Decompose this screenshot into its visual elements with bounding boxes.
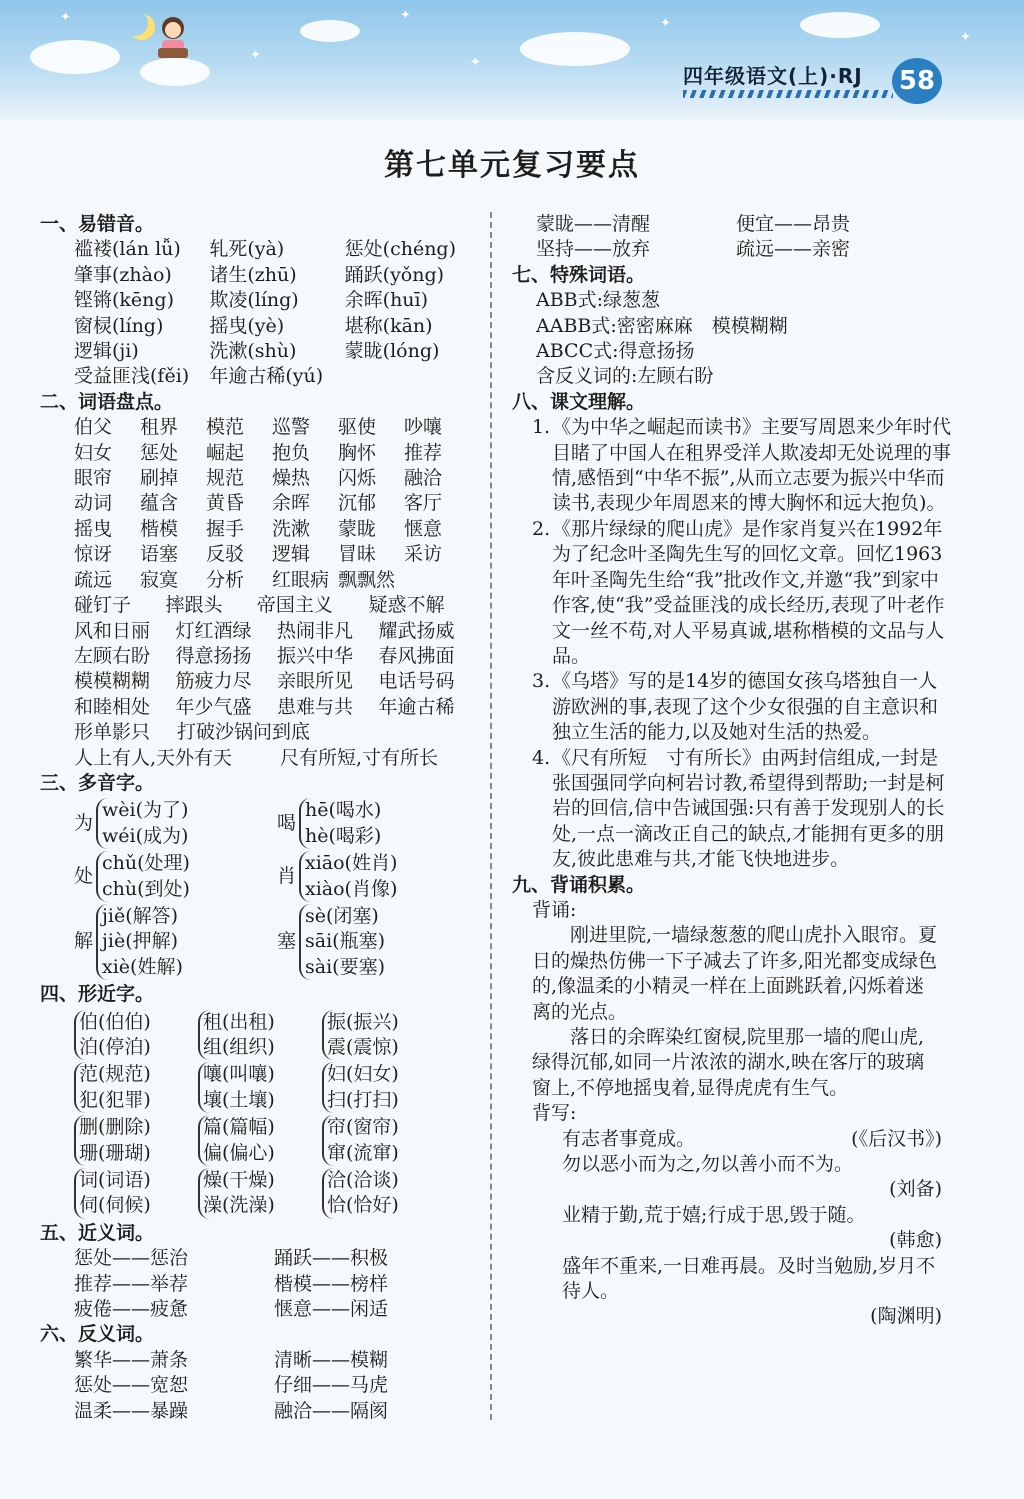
- word-row: [536, 212, 952, 237]
- vocab-idiom: 热闹非凡: [277, 619, 354, 642]
- reading: sè(闭塞): [305, 904, 379, 927]
- vocab-word: 推荐: [404, 441, 443, 464]
- word-row: [74, 1246, 480, 1271]
- word-row: [74, 644, 480, 669]
- item-number: 4.: [532, 746, 551, 769]
- vocab-idiom: 患难与共: [277, 695, 354, 718]
- quote-line: [512, 1127, 942, 1152]
- reading-girl-icon: [150, 14, 196, 62]
- comprehension-item: [512, 415, 952, 517]
- antonym-pair: 清晰——模糊: [274, 1348, 389, 1371]
- similar-group: [198, 1010, 322, 1061]
- similar-char: 删(删除): [79, 1116, 151, 1139]
- polyphone-char: 处: [74, 864, 94, 887]
- similar-group: [322, 1010, 446, 1061]
- similar-char: 伯(伯伯): [79, 1010, 151, 1033]
- polyphone-group: [277, 798, 480, 849]
- similar-char: 伺(伺候): [79, 1194, 151, 1217]
- cloud-decoration: [30, 40, 120, 74]
- similar-char: 篇(篇幅): [203, 1116, 275, 1139]
- polyphone-row: [74, 904, 480, 980]
- polyphone-char: 为: [74, 812, 94, 835]
- vocab-word: 模范: [206, 416, 245, 439]
- special-word-line: AABB式:密密麻麻 模模糊糊: [536, 314, 788, 337]
- vocab-idiom: 和睦相处: [74, 695, 151, 718]
- word-row: [74, 441, 480, 466]
- vocab-word: 规范: [206, 467, 245, 490]
- vocab-word: 刷掉: [140, 467, 179, 490]
- vocab-word: 飘飘然: [338, 568, 396, 591]
- polyphone-group: [277, 904, 480, 980]
- reading: sài(要塞): [305, 955, 385, 978]
- reading: chǔ(处理): [102, 852, 190, 875]
- section-heading: 四、形近字。: [40, 983, 155, 1006]
- word-row: [74, 542, 480, 567]
- antonym-pair: 繁华——萧条: [74, 1348, 189, 1371]
- similar-group: [74, 1168, 198, 1219]
- moon-icon: [122, 10, 148, 36]
- item-number: 3.: [532, 670, 551, 693]
- vocab-word: 动词: [74, 492, 113, 515]
- similar-char: 窜(流窜): [327, 1141, 399, 1164]
- item-number: 2.: [532, 517, 551, 540]
- vocab-word: 蒙眬: [338, 517, 377, 540]
- pronunciation-item: 年逾古稀(yú): [209, 365, 324, 388]
- recite-paragraphs: [512, 923, 952, 1101]
- similar-group: [74, 1062, 198, 1113]
- quote-line: [512, 1203, 942, 1254]
- star-icon: ✦: [250, 48, 261, 63]
- similar-char: 妇(妇女): [327, 1063, 399, 1086]
- reading: chù(到处): [102, 877, 190, 900]
- vocab-word: 惬意: [404, 517, 443, 540]
- pronunciation-item: 逻辑(ji): [74, 340, 139, 363]
- quote-line: [512, 1254, 942, 1330]
- synonym-pair: 疲倦——疲惫: [74, 1298, 189, 1321]
- similar-pair: [322, 1168, 399, 1219]
- similar-char: 帘(窗帘): [327, 1116, 399, 1139]
- vocab-proverb: 人上有人,天外有天: [74, 746, 233, 769]
- error-prone-pronunciations: [40, 237, 480, 389]
- synonym-pair: 推荐——举荐: [74, 1272, 189, 1295]
- cloud-decoration: [800, 12, 880, 38]
- antonym-pair: 坚持——放弃: [536, 238, 651, 261]
- polyphone-char: 肖: [277, 864, 297, 887]
- vocab-idiom: 春风拂面: [378, 644, 455, 667]
- vocab-word: 妇女: [74, 441, 113, 464]
- cloud-decoration: [300, 20, 360, 42]
- word-row: [74, 1297, 480, 1322]
- reading: wèi(为了): [102, 799, 189, 822]
- similar-char: 嚷(叫嚷): [203, 1063, 275, 1086]
- polyphone-readings: [299, 851, 397, 902]
- item-text: 《那片绿绿的爬山虎》是作家肖复兴在1992年为了纪念叶圣陶先生写的回忆文章。回忆1963年叶圣陶先生给“我”批改作文,并邀“我”到家中作客,使“我”受益匪浅的成长经历,表现了叶老作文一丝不苟,对人平易真诚,堪称楷模的文品与人品。: [552, 517, 945, 667]
- similar-group: [322, 1168, 446, 1219]
- vocab-word: 采访: [404, 543, 443, 566]
- right-column: [512, 212, 952, 1330]
- word-row: [74, 288, 480, 313]
- word-row: [74, 263, 480, 288]
- antonym-pair: 惩处——宽恕: [74, 1374, 189, 1397]
- vocab-idiom: 模模糊糊: [74, 670, 151, 693]
- pronunciation-item: 窗棂(líng): [74, 314, 164, 337]
- pronunciation-item: 受益匪浅(fěi): [74, 365, 190, 388]
- quote-text: 业精于勤,荒于嬉;行成于思,毁于随。: [562, 1203, 866, 1226]
- similar-group: [198, 1168, 322, 1219]
- vocab-word: 语塞: [140, 543, 179, 566]
- word-row: [74, 568, 480, 593]
- section-heading: 三、多音字。: [40, 771, 155, 794]
- vocab-word: 帝国主义: [256, 594, 333, 617]
- similar-char: 偏(偏心): [203, 1141, 275, 1164]
- vocab-idiom: 筋疲力尽: [175, 670, 252, 693]
- vocab-word: 燥热: [272, 467, 311, 490]
- special-word-line: ABB式:绿葱葱: [536, 289, 661, 312]
- polyphone-readings: [299, 904, 385, 980]
- pronunciation-item: 欺凌(líng): [209, 289, 299, 312]
- left-column: [40, 212, 480, 1424]
- comprehension-item: [512, 746, 952, 873]
- quote-source: (《后汉书》): [851, 1127, 942, 1150]
- section-heading: 一、易错音。: [40, 213, 155, 235]
- column-divider: [490, 212, 492, 1420]
- similar-char: 组(组织): [203, 1036, 275, 1058]
- polyphone-readings: [96, 904, 183, 980]
- similar-group: [74, 1115, 198, 1166]
- similar-pair: [322, 1010, 399, 1061]
- item-number: 1.: [532, 416, 551, 439]
- word-row: [74, 695, 480, 720]
- reading: hè(喝彩): [305, 824, 382, 847]
- section-heading: 五、近义词。: [40, 1221, 155, 1244]
- pronunciation-item: 踊跃(yǒng): [344, 263, 445, 286]
- vocab-word: 巡警: [272, 416, 311, 439]
- word-row: [74, 720, 480, 745]
- pronunciation-item: 洗漱(shù): [209, 340, 297, 363]
- write-quotes: [512, 1127, 952, 1330]
- similar-char: 洽(洽谈): [327, 1169, 399, 1192]
- polyphone-char: 喝: [277, 812, 297, 835]
- page-title: 第七单元复习要点: [384, 148, 640, 183]
- antonyms-continued: [512, 212, 952, 263]
- synonym-pair: 惬意——闲适: [274, 1298, 389, 1321]
- vocab-idiom: 灯红酒绿: [175, 619, 252, 642]
- similar-char: 泊(停泊): [79, 1036, 151, 1058]
- polyphone-group: [277, 851, 480, 902]
- antonym-pair: 温柔——暴躁: [74, 1399, 189, 1422]
- vocab-idiom: 打破沙锅问到底: [177, 721, 311, 744]
- reading: sāi(瓶塞): [305, 930, 385, 953]
- similar-char: 壤(土壤): [203, 1088, 275, 1111]
- pronunciation-item: 褴褛(lán lǚ): [74, 238, 181, 261]
- word-row: [74, 1272, 480, 1297]
- pronunciation-item: 余晖(huī): [344, 289, 429, 312]
- polyphone-readings: [299, 798, 381, 849]
- similar-pair: [198, 1010, 275, 1061]
- antonym-pair: 蒙眬——清醒: [536, 213, 651, 235]
- antonyms: [40, 1348, 480, 1424]
- polyphone-row: [74, 851, 480, 902]
- reading: jiè(押解): [102, 930, 179, 953]
- vocab-word: 融洽: [404, 467, 443, 490]
- pronunciation-item: 摇曳(yè): [209, 314, 285, 337]
- star-icon: ✦: [660, 16, 671, 31]
- vocab-idiom: 电话号码: [378, 670, 455, 693]
- special-words: [512, 288, 952, 390]
- polyphone-group: [74, 851, 277, 902]
- vocab-word: 眼帘: [74, 467, 113, 490]
- star-icon: ✦: [470, 55, 481, 70]
- vocab-word: 洗漱: [272, 517, 311, 540]
- similar-group: [322, 1115, 446, 1166]
- section-heading: 二、词语盘点。: [40, 390, 174, 413]
- item-text: 《尺有所短 寸有所长》由两封信组成,一封是张国强同学向柯岩讨教,希望得到帮助;一封是柯岩的回信,信中告诫国强:只有善于发现别人的长处,一点一滴改正自己的缺点,才能拥有更多的朋友,彼此患难与共,才能飞快地进步。: [552, 746, 945, 871]
- similar-group: [198, 1062, 322, 1113]
- text-comprehension: [512, 415, 952, 872]
- antonym-pair: 疏远——亲密: [736, 238, 851, 261]
- vocab-word: 惩处: [140, 441, 179, 464]
- vocab-word: 惊讶: [74, 543, 113, 566]
- similar-row: [74, 1168, 480, 1219]
- quote-text: 盛年不重来,一日难再晨。及时当勉励,岁月不待人。: [562, 1254, 936, 1303]
- synonyms: [40, 1246, 480, 1322]
- quote-text: 有志者事竟成。: [562, 1127, 696, 1150]
- recite-paragraph: 落日的余晖染红窗棂,院里那一墙的爬山虎,绿得沉郁,如同一片浓浓的湖水,映在客厅的玻璃窗上,不停地摇曳着,显得虎虎有生气。: [532, 1026, 925, 1099]
- similar-pair: [74, 1062, 151, 1113]
- pronunciation-item: 诸生(zhū): [209, 263, 297, 286]
- word-row: [74, 466, 480, 491]
- antonym-pair: 融洽——隔阂: [274, 1399, 389, 1422]
- vocab-word: 余晖: [272, 492, 311, 515]
- vocab-idiom: 得意扬扬: [175, 644, 252, 667]
- reading: wéi(成为): [102, 824, 189, 847]
- vocab-word: 吵嚷: [404, 416, 443, 439]
- word-row: [74, 517, 480, 542]
- quote-line: [512, 1152, 942, 1203]
- similar-char: 震(震惊): [327, 1036, 399, 1058]
- vocab-idiom: 风和日丽: [74, 619, 151, 642]
- similar-pair: [198, 1115, 275, 1166]
- similar-row: [74, 1115, 480, 1166]
- recite-paragraph: 刚进里院,一墙绿葱葱的爬山虎扑入眼帘。夏日的燥热仿佛一下子减去了许多,阳光都变成绿色的,像温柔的小精灵一样在上面跳跃着,闪烁着迷离的光点。: [532, 924, 938, 1023]
- similar-char: 燥(干燥): [203, 1169, 275, 1192]
- pronunciation-item: [345, 364, 480, 389]
- section-heading: 九、背诵积累。: [512, 873, 646, 896]
- star-icon: ✦: [60, 10, 71, 25]
- vocab-word: 分析: [206, 568, 245, 591]
- pronunciation-item: 堪称(kān): [344, 314, 433, 337]
- item-text: 《乌塔》写的是14岁的德国女孩乌塔独自一人游欧洲的事,表现了这个少女很强的自主意识和独立生活的能力,以及她对生活的热爱。: [552, 670, 939, 744]
- pronunciation-item: 蒙眬(lóng): [344, 340, 440, 363]
- word-row: [74, 415, 480, 440]
- vocab-word: 逻辑: [272, 543, 311, 566]
- similar-group: [198, 1115, 322, 1166]
- vocab-word: 崛起: [206, 441, 245, 464]
- write-label: 背写:: [532, 1102, 577, 1125]
- star-icon: ✦: [960, 30, 971, 45]
- antonym-pair: 仔细——马虎: [274, 1374, 389, 1397]
- word-row: [74, 619, 480, 644]
- vocab-word: 摔跟头: [165, 594, 223, 617]
- polyphone-readings: [96, 851, 190, 902]
- reading: jiě(解答): [102, 904, 179, 927]
- similar-pair: [74, 1115, 151, 1166]
- vocab-word: 冒昧: [338, 543, 377, 566]
- synonym-pair: 惩处——惩治: [74, 1247, 189, 1270]
- pronunciation-item: 轧死(yà): [209, 238, 285, 261]
- section-heading: 七、特殊词语。: [512, 263, 646, 286]
- pronunciation-item: 惩处(chéng): [344, 238, 457, 261]
- polyphone-char: 解: [74, 930, 94, 953]
- similar-characters: [40, 1010, 480, 1219]
- similar-char: 珊(珊瑚): [79, 1141, 151, 1164]
- pronunciation-item: 肇事(zhào): [74, 263, 172, 286]
- vocabulary-list: [40, 415, 480, 771]
- similar-pair: [198, 1168, 275, 1219]
- item-text: 《为中华之崛起而读书》主要写周恩来少年时代目睹了中国人在租界受洋人欺凌却无处说理的事情,感悟到“中华不振”,从而立志要为振兴中华而读书,表现少年周恩来的博大胸怀和远大抱负)。: [552, 416, 952, 515]
- vocab-word: 驱使: [338, 416, 377, 439]
- special-word-line: ABCC式:得意扬扬: [536, 340, 695, 363]
- similar-char: 振(振兴): [327, 1010, 399, 1033]
- vocab-idiom: 年逾古稀: [378, 695, 455, 718]
- vocab-idiom: 振兴中华: [277, 644, 354, 667]
- similar-pair: [198, 1062, 275, 1113]
- similar-char: 澡(洗澡): [203, 1194, 275, 1217]
- vocab-word: 楷模: [140, 517, 179, 540]
- quote-source: (刘备): [889, 1178, 942, 1201]
- vocab-word: 胸怀: [338, 441, 377, 464]
- similar-char: 范(规范): [79, 1063, 151, 1086]
- vocab-word: 疏远: [74, 568, 113, 591]
- vocab-word: 蕴含: [140, 492, 179, 515]
- similar-group: [322, 1062, 446, 1113]
- reading: hē(喝水): [305, 799, 382, 822]
- vocab-word: 抱负: [272, 441, 311, 464]
- polyphone-char: 塞: [277, 930, 297, 953]
- reading: xiào(肖像): [305, 877, 398, 900]
- header-band: [0, 0, 1024, 120]
- vocab-word: 沉郁: [338, 492, 377, 515]
- word-row: [74, 669, 480, 694]
- vocab-word: 反驳: [206, 543, 245, 566]
- cloud-decoration: [140, 58, 210, 86]
- vocab-idiom: 左顾右盼: [74, 644, 151, 667]
- vocab-word: 闪烁: [338, 467, 377, 490]
- vocab-word: 伯父: [74, 416, 113, 439]
- comprehension-item: [512, 517, 952, 669]
- similar-pair: [74, 1010, 151, 1061]
- polyphone-readings: [96, 798, 188, 849]
- polyphone-group: [74, 798, 277, 849]
- similar-char: 犯(犯罪): [79, 1088, 151, 1111]
- vocab-idiom: 耀武扬威: [378, 619, 455, 642]
- similar-row: [74, 1010, 480, 1061]
- similar-pair: [322, 1062, 399, 1113]
- similar-pair: [74, 1168, 151, 1219]
- comprehension-item: [512, 669, 952, 745]
- similar-char: 词(词语): [79, 1169, 151, 1192]
- vocab-word: 客厅: [404, 492, 443, 515]
- synonym-pair: 楷模——榜样: [274, 1272, 389, 1295]
- page-number: 58: [892, 58, 942, 104]
- word-row: [74, 237, 480, 262]
- grade-label: 四年级语文(上)·RJ: [683, 64, 863, 88]
- grade-underline: [683, 90, 893, 98]
- quote-text: 勿以恶小而为之,勿以善小而不为。: [562, 1153, 854, 1176]
- vocab-word: 租界: [140, 416, 179, 439]
- word-row: [74, 491, 480, 516]
- section-heading: 六、反义词。: [40, 1323, 155, 1346]
- vocab-word: 摇曳: [74, 517, 113, 540]
- antonym-pair: 便宜——昂贵: [736, 213, 851, 235]
- word-row: [536, 237, 952, 262]
- vocab-word: 黄昏: [206, 492, 245, 515]
- polyphonic-characters: [40, 798, 480, 980]
- word-row: [74, 1399, 480, 1424]
- similar-pair: [322, 1115, 399, 1166]
- vocab-word: 碰钉子: [74, 594, 132, 617]
- vocab-idiom: 形单影只: [74, 721, 151, 744]
- vocab-word: 寂寞: [140, 568, 179, 591]
- similar-char: 租(出租): [203, 1010, 275, 1033]
- vocab-word: 疑惑不解: [368, 594, 445, 617]
- word-row: [74, 314, 480, 339]
- recite-label: 背诵:: [532, 898, 577, 921]
- word-row: [74, 364, 480, 389]
- vocab-idiom: 年少气盛: [175, 695, 252, 718]
- synonym-pair: 踊跃——积极: [274, 1247, 389, 1270]
- star-icon: ✦: [400, 8, 411, 23]
- vocab-word: 握手: [206, 517, 245, 540]
- vocab-word: 红眼病: [272, 568, 330, 591]
- cloud-decoration: [520, 32, 630, 66]
- word-row: [74, 339, 480, 364]
- polyphone-group: [74, 904, 277, 980]
- word-row: [74, 1348, 480, 1373]
- reading: xiè(姓解): [102, 955, 183, 978]
- quote-source: (韩愈): [889, 1229, 942, 1252]
- polyphone-row: [74, 798, 480, 849]
- word-row: [74, 746, 480, 771]
- similar-row: [74, 1062, 480, 1113]
- vocab-idiom: 亲眼所见: [277, 670, 354, 693]
- special-word-line: 含反义词的:左顾右盼: [536, 365, 714, 388]
- word-row: [74, 1373, 480, 1398]
- similar-char: 恰(恰好): [327, 1194, 399, 1217]
- quote-source: (陶渊明): [870, 1305, 942, 1328]
- word-row: [74, 593, 480, 618]
- similar-char: 扫(打扫): [327, 1088, 399, 1111]
- similar-group: [74, 1010, 198, 1061]
- vocab-proverb: 尺有所短,寸有所长: [280, 746, 439, 769]
- pronunciation-item: 铿锵(kēng): [74, 289, 174, 312]
- section-heading: 八、课文理解。: [512, 390, 646, 413]
- reading: xiāo(姓肖): [305, 852, 398, 875]
